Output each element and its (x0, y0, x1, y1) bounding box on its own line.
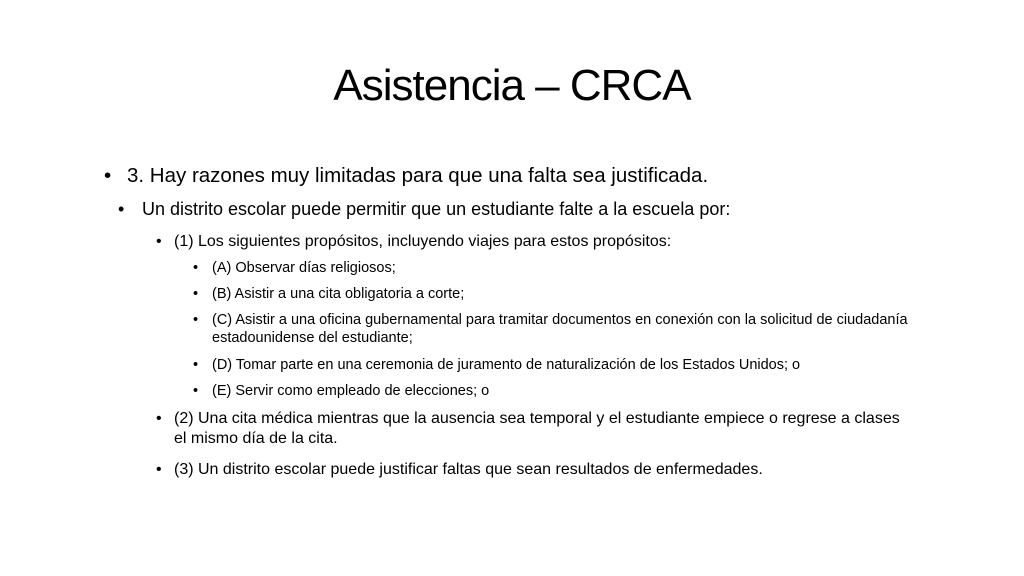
bullet-item-level3: (1) Los siguientes propósitos, incluyendo viajes para estos propósitos: (174, 233, 672, 250)
slide-title: Asistencia – CRCA (333, 61, 691, 110)
bullet-item-level3: (3) Un distrito escolar puede justificar faltas que sean resultados de enfermedades. (174, 461, 763, 478)
bullet-item-level4: (E) Servir como empleado de elecciones; o (212, 383, 490, 399)
bullet-icon: • (193, 286, 199, 302)
bullet-icon: • (193, 260, 199, 276)
bullet-icon: • (156, 410, 162, 427)
bullet-item-level4: (A) Observar días religiosos; (212, 260, 396, 276)
bullet-icon: • (193, 357, 199, 373)
bullet-item-level4: (B) Asistir a una cita obligatoria a corte; (212, 286, 465, 302)
bullet-icon: • (193, 383, 199, 399)
bullet-icon: • (156, 233, 162, 250)
bullet-item-level1: 3. Hay razones muy limitadas para que una falta sea justificada. (127, 164, 709, 187)
bullet-icon: • (193, 312, 199, 328)
bullet-icon: • (156, 461, 162, 478)
bullet-item-level2: Un distrito escolar puede permitir que un estudiante falte a la escuela por: (142, 199, 731, 219)
bullet-item-level4: (C) Asistir a una oficina gubernamental para tramitar documentos en conexión con la solicitud de ciudadanía estadounidense del estudiante; (212, 312, 908, 346)
bullet-icon: • (104, 164, 112, 187)
bullet-item-level4: (D) Tomar parte en una ceremonia de juramento de naturalización de los Estados Unidos; o (212, 357, 801, 373)
bullet-icon: • (118, 199, 125, 219)
bullet-item-level3: (2) Una cita médica mientras que la ausencia sea temporal y el estudiante empiece o regrese a clases el mismo día de la cita. (174, 410, 900, 447)
